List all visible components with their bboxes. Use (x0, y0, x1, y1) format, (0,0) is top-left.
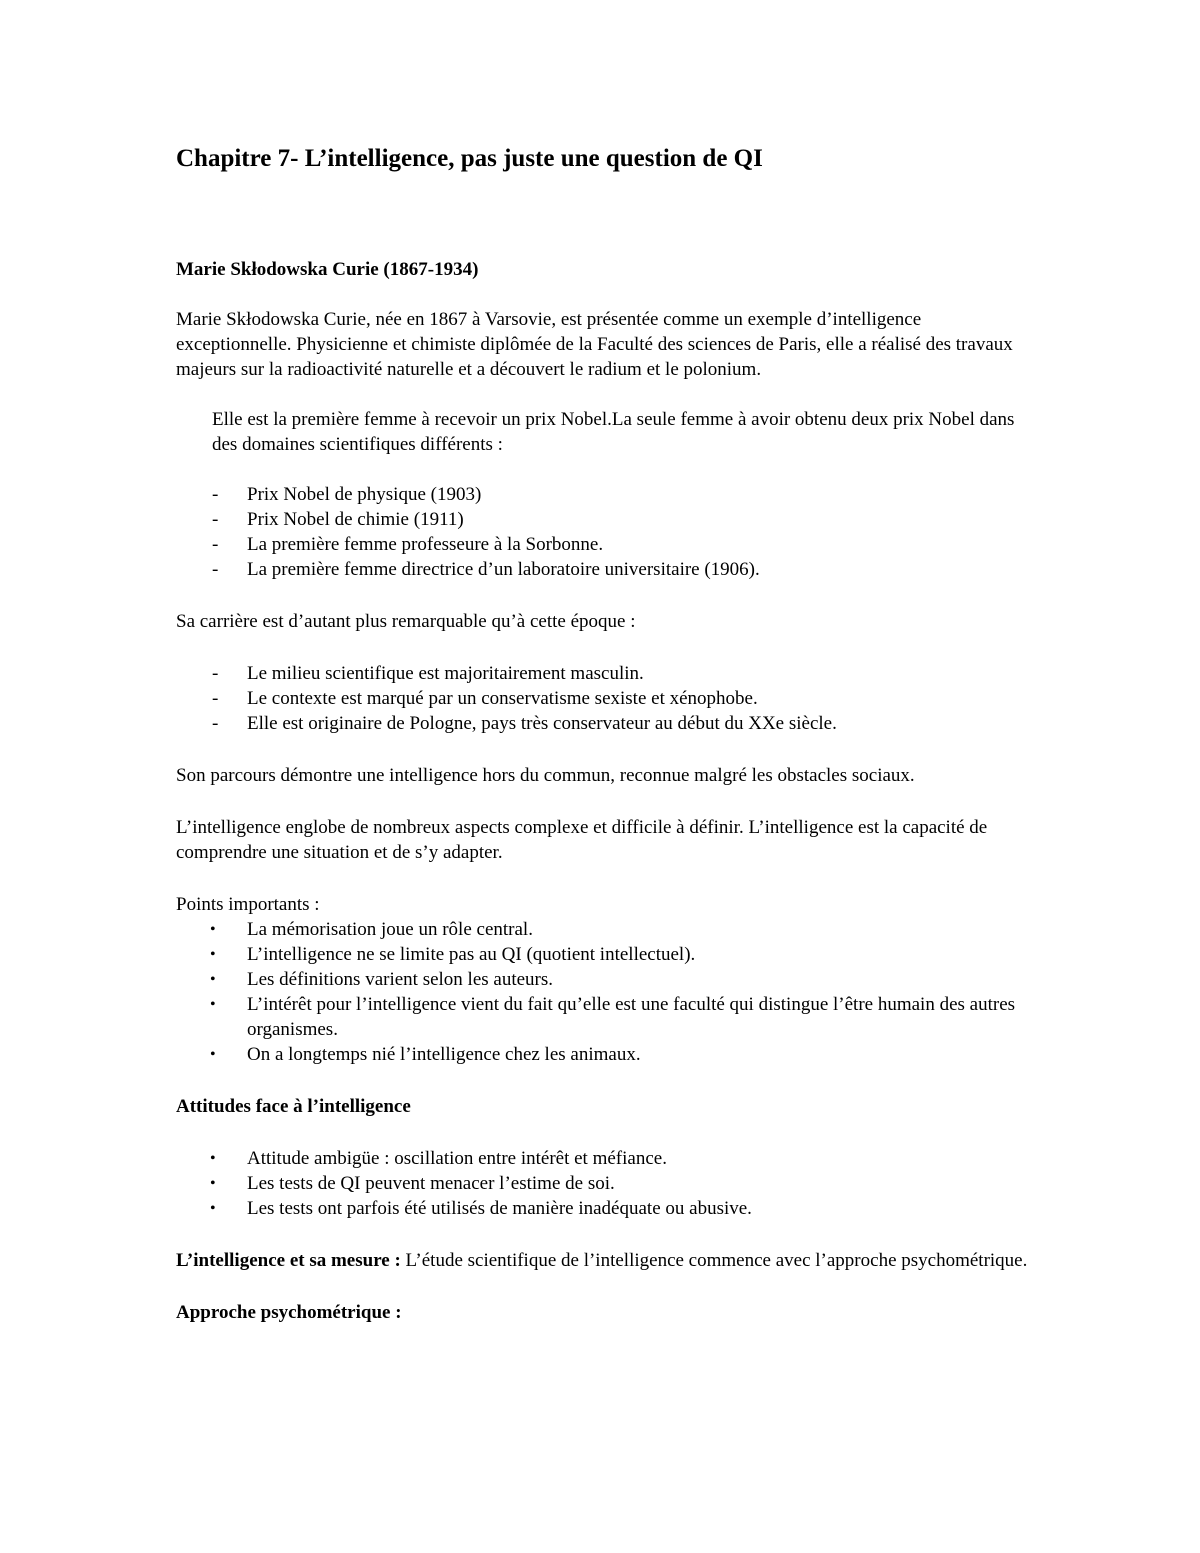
list-item: • On a longtemps nié l’intelligence chez les animaux. (210, 1044, 641, 1065)
achievements-list (176, 482, 1036, 582)
list-item: - La première femme professeure à la Sorbonne. (212, 534, 604, 555)
dash-marker: - (212, 534, 219, 555)
curie-nobel-paragraph: Elle est la première femme à recevoir un prix Nobel.La seule femme à avoir obtenu deux prix Nobel dans des domaines scientifiques différents : (212, 409, 1015, 455)
section-heading-curie: Marie Skłodowska Curie (1867-1934) (176, 259, 479, 280)
bullet-marker: • (210, 1175, 216, 1192)
list-item: • Les tests ont parfois été utilisés de manière inadéquate ou abusive. (210, 1198, 752, 1219)
list-item: • Les définitions varient selon les auteurs. (210, 969, 554, 990)
list-item: - La première femme directrice d’un laboratoire universitaire (1906). (212, 559, 760, 580)
list-item: - Prix Nobel de chimie (1911) (212, 509, 464, 530)
section-heading-psychometric: Approche psychométrique : (176, 1302, 402, 1323)
bullet-marker: • (210, 1150, 216, 1167)
points-list (176, 917, 1036, 1067)
bullet-marker: • (210, 1200, 216, 1217)
section-heading-attitudes: Attitudes face à l’intelligence (176, 1096, 411, 1117)
bullet-marker: • (210, 921, 216, 938)
bullet-marker: • (210, 996, 216, 1013)
attitudes-list (176, 1146, 1036, 1221)
dash-marker: - (212, 559, 219, 580)
dash-marker: - (212, 484, 219, 505)
list-item: - Le contexte est marqué par un conservatisme sexiste et xénophobe. (212, 688, 758, 709)
dash-marker: - (212, 663, 219, 684)
list-item: • L’intelligence ne se limite pas au QI (quotient intellectuel). (210, 944, 696, 965)
bullet-marker: • (210, 971, 216, 988)
bullet-marker: • (210, 1046, 216, 1063)
context-list (176, 661, 1036, 736)
list-item: - Elle est originaire de Pologne, pays très conservateur au début du XXe siècle. (212, 713, 837, 734)
list-item: • Attitude ambigüe : oscillation entre intérêt et méfiance. (210, 1148, 667, 1169)
dash-marker: - (212, 688, 219, 709)
measure-lead: L’intelligence et sa mesure : (176, 1250, 401, 1271)
measure-paragraph (176, 1248, 1036, 1273)
conclusion-paragraph: Son parcours démontre une intelligence hors du commun, reconnue malgré les obstacles sociaux. (176, 765, 915, 786)
dash-marker: - (212, 713, 219, 734)
dash-marker: - (212, 509, 219, 530)
document-page (176, 142, 1036, 1325)
list-item: • La mémorisation joue un rôle central. (210, 919, 533, 940)
points-label: Points importants : (176, 894, 320, 915)
list-item: • L’intérêt pour l’intelligence vient du fait qu’elle est une faculté qui distingue l’être humain des autres organismes. (210, 994, 1016, 1040)
measure-text: L’étude scientifique de l’intelligence commence avec l’approche psychométrique. (400, 1250, 1028, 1271)
definition-paragraph: L’intelligence englobe de nombreux aspects complexe et difficile à définir. L’intelligence est la capacité de comprendre une situation et de s’y adapter. (176, 817, 988, 863)
bullet-marker: • (210, 946, 216, 963)
list-item: - Prix Nobel de physique (1903) (212, 484, 482, 505)
list-item: • Les tests de QI peuvent menacer l’estime de soi. (210, 1173, 615, 1194)
curie-intro-paragraph: Marie Skłodowska Curie, née en 1867 à Varsovie, est présentée comme un exemple d’intelligence exceptionnelle. Physicienne et chimiste diplômée de la Faculté des sciences de Paris, elle a réalisé des travaux majeurs sur la radioactivité naturelle et a découvert le radium et le polonium. (176, 309, 1013, 380)
career-intro-paragraph: Sa carrière est d’autant plus remarquable qu’à cette époque : (176, 611, 636, 632)
chapter-title: Chapitre 7- L’intelligence, pas juste une question de QI (176, 145, 763, 172)
list-item: - Le milieu scientifique est majoritairement masculin. (212, 663, 644, 684)
